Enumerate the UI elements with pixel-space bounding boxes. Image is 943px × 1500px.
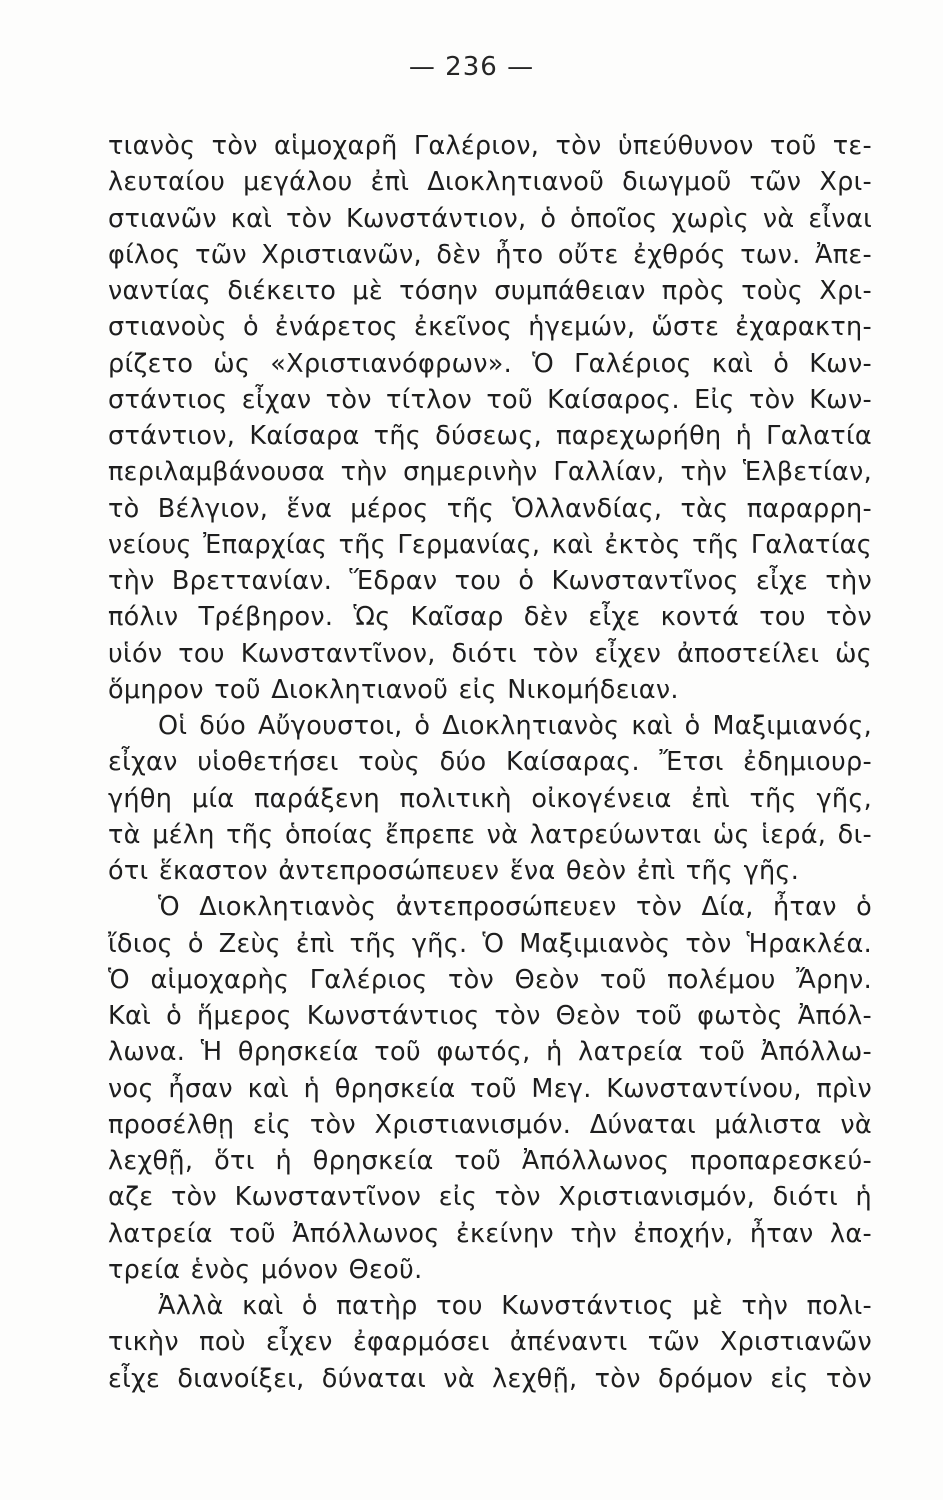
text-line: στιανοὺς ὁ ἐνάρετος ἐκεῖνος ἡγεμών, ὥστε ἐχαρακτη-: [108, 312, 872, 343]
text-line: τὸ Βέλγιον, ἕνα μέρος τῆς Ὁλλανδίας, τὰς παραρρη-: [108, 493, 872, 524]
text-line: τὴν Βρεττανίαν. Ἕδραν του ὁ Κωνσταντῖνος εἶχε τὴν: [108, 566, 872, 596]
text-line: νείους Ἐπαρχίας τῆς Γερμανίας, καὶ ἐκτὸς τῆς Γαλατίας: [108, 529, 872, 560]
text-line: περιλαμβάνουσα τὴν σημερινὴν Γαλλίαν, τὴν Ἑλβετίαν,: [108, 457, 872, 488]
text-line: εἶχαν υἱοθετήσει τοὺς δύο Καίσαρας. Ἔτσι ἐδημιουρ-: [108, 747, 872, 778]
text-line: Καὶ ὁ ἥμερος Κωνστάντιος τὸν Θεὸν τοῦ φωτὸς Ἀπόλ-: [108, 1001, 872, 1031]
text-line: υἱόν του Κωνσταντῖνον, διότι τὸν εἶχεν ἀποστείλει ὡς: [108, 638, 872, 669]
text-line: γήθη μία παράξενη πολιτικὴ οἰκογένεια ἐπὶ τῆς γῆς,: [108, 783, 872, 814]
text-line: στάντιος εἶχαν τὸν τίτλον τοῦ Καίσαρος. Εἰς τὸν Κων-: [108, 384, 872, 415]
text-line: Ὁ αἱμοχαρὴς Γαλέριος τὸν Θεὸν τοῦ πολέμου Ἄρην.: [108, 964, 872, 995]
text-line: νος ἦσαν καὶ ἡ θρησκεία τοῦ Μεγ. Κωνσταντίνου, πρὶν: [108, 1073, 872, 1104]
text-line: ότι ἕκαστον ἀντεπροσώπευεν ἕνα θεὸν ἐπὶ τῆς γῆς.: [108, 856, 800, 886]
text-line: ὅμηρον τοῦ Διοκλητιανοῦ εἰς Νικομήδειαν.: [108, 674, 679, 705]
text-line: λωνα. Ἡ θρησκεία τοῦ φωτός, ἡ λατρεία τοῦ Ἀπόλλω-: [108, 1037, 872, 1068]
text-line: Ἀλλὰ καὶ ὁ πατὴρ του Κωνστάντιος μὲ τὴν πολι-: [158, 1291, 872, 1321]
text-line: εἶχε διανοίξει, δύναται νὰ λεχθῇ, τὸν δρόμον εἰς τὸν: [108, 1363, 872, 1394]
text-line: στιανῶν καὶ τὸν Κωνστάντιον, ὁ ὁποῖος χωρὶς νὰ εἶναι: [108, 203, 872, 234]
text-line: πόλιν Τρέβηρον. Ὡς Καῖσαρ δὲν εἶχε κοντά του τὸν: [108, 602, 872, 633]
text-line: λευταίου μεγάλου ἐπὶ Διοκλητιανοῦ διωγμοῦ τῶν Χρι-: [108, 167, 872, 198]
text-line: λατρεία τοῦ Ἀπόλλωνος ἐκείνην τὴν ἐποχήν, ἦταν λα-: [108, 1218, 872, 1249]
text-line: τρεία ἑνὸς μόνον Θεοῦ.: [108, 1254, 423, 1285]
text-line: Ὁ Διοκλητιανὸς ἀντεπροσώπευεν τὸν Δία, ἦταν ὁ: [158, 892, 872, 923]
body-text: [108, 128, 872, 1397]
text-line: φίλος τῶν Χριστιανῶν, δὲν ἦτο οὔτε ἐχθρός των. Ἀπε-: [108, 239, 872, 270]
text-line: τιανὸς τὸν αἱμοχαρῆ Γαλέριον, τὸν ὑπεύθυνον τοῦ τε-: [108, 131, 872, 161]
page-number: — 236 —: [408, 52, 535, 82]
text-line: ρίζετο ὡς «Χριστιανόφρων». Ὁ Γαλέριος καὶ ὁ Κων-: [108, 348, 872, 379]
text-line: τικὴν ποὺ εἶχεν ἐφαρμόσει ἀπέναντι τῶν Χριστιανῶν: [108, 1327, 872, 1358]
text-line: προσέλθῃ εἰς τὸν Χριστιανισμόν. Δύναται μάλιστα νὰ: [108, 1109, 872, 1140]
text-line: Οἱ δύο Αὔγουστοι, ὁ Διοκλητιανὸς καὶ ὁ Μαξιμιανός,: [158, 711, 872, 741]
text-line: αζε τὸν Κωνσταντῖνον εἰς τὸν Χριστιανισμόν, διότι ἡ: [108, 1182, 872, 1213]
text-line: τὰ μέλη τῆς ὁποίας ἔπρεπε νὰ λατρεύωνται ὡς ἱερά, δι-: [108, 819, 872, 850]
text-line: ἴδιος ὁ Ζεὺς ἐπὶ τῆς γῆς. Ὁ Μαξιμιανὸς τὸν Ἡρακλέα.: [108, 928, 872, 959]
text-line: ναντίας διέκειτο μὲ τόσην συμπάθειαν πρὸς τοὺς Χρι-: [108, 276, 872, 306]
text-line: λεχθῇ, ὅτι ἡ θρησκεία τοῦ Ἀπόλλωνος προπαρεσκεύ-: [108, 1146, 872, 1176]
text-line: στάντιον, Καίσαρα τῆς δύσεως, παρεχωρήθη ἡ Γαλατία: [108, 421, 872, 451]
